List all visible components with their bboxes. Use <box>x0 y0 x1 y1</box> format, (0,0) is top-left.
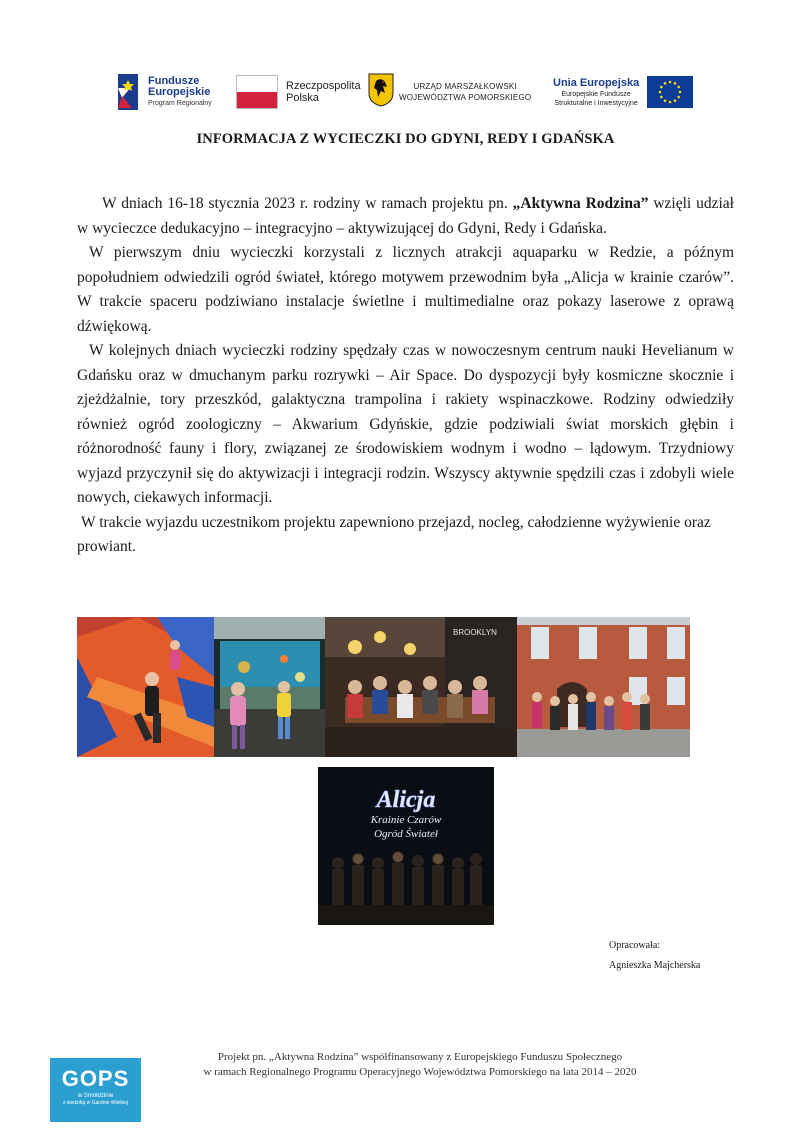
eu-star <box>678 86 681 89</box>
footer-line2: w ramach Regionalnego Programu Operacyjnego Województwa Pomorskiego na lata 2014 – 2020 <box>203 1066 637 1078</box>
rzeczpospolita-text <box>286 80 361 104</box>
polish-flag-icon <box>236 75 278 109</box>
fundusze-europejskie-icon <box>116 74 142 110</box>
p1-text-after: wzięli udział w wycieczce dedukacyjno – integracyjno – aktywizującej do Gdyni, Redy i Gdańska. <box>77 195 734 237</box>
eu-star <box>659 91 662 94</box>
rp-line1: Rzeczpospolita <box>286 80 361 92</box>
gops-logo <box>50 1058 141 1122</box>
photo-light-garden-night <box>318 767 494 925</box>
paragraph-4: W trakcie wyjazdu uczestnikom projektu zapewniono przejazd, nocleg, całodzienne wyżywienie oraz prowiant. <box>77 513 711 555</box>
pomorskie-griffin-icon <box>368 73 394 112</box>
paragraph-1 <box>77 192 734 241</box>
rp-line2: Polska <box>286 92 320 104</box>
footer-line1: Projekt pn. „Aktywna Rodzina” współfinansowany z Europejskiego Funduszu Społecznego <box>217 1051 623 1063</box>
unia-europejska-text <box>553 77 639 108</box>
eu-star <box>678 96 681 99</box>
fe-line3: Program Regionalny <box>148 99 212 107</box>
urzad-text <box>399 81 531 103</box>
page-title: INFORMACJA Z WYCIECZKI DO GDYNI, REDY I GDAŃSKA <box>196 131 615 147</box>
neon-sign-line3: Ogród Świateł <box>374 828 438 840</box>
eu-star <box>669 81 672 84</box>
eu-star <box>669 101 672 104</box>
fundusze-europejskie-logo <box>116 70 212 114</box>
logo-bar <box>116 70 696 116</box>
um-line2: WOJEWÓDZTWA POMORSKIEGO <box>399 93 532 102</box>
eu-star <box>674 82 677 85</box>
p1-text-before: W dniach 16-18 stycznia 2023 r. rodziny w ramach projektu pn. <box>102 195 513 212</box>
fe-line2: Europejskie <box>148 85 211 98</box>
paragraph-2: W pierwszym dniu wycieczki korzystali z licznych atrakcji aquaparku w Redzie, a późnym popołudniem odwiedzili ogród świateł, którego motywem przewodnim była „Alicja w krainie czarów”. W trakcie spaceru podziwiano instalacje świetlne i multimedialne oraz pokazy laserowe z oprawą dźwiękową. <box>77 244 734 335</box>
eu-star <box>664 82 667 85</box>
article-body <box>77 192 734 560</box>
eu-star <box>674 99 677 102</box>
author-label: Opracowała: <box>609 940 661 951</box>
brooklyn-sign: BROOKLYN <box>453 628 497 637</box>
author-block <box>609 936 700 976</box>
eu-star <box>660 86 663 89</box>
author-name: Agnieszka Majcherska <box>609 960 701 971</box>
fundusze-europejskie-text <box>148 76 212 109</box>
rzeczpospolita-logo <box>236 70 361 114</box>
photo-aquarium <box>214 617 325 757</box>
photo-inflatable-park <box>77 617 214 757</box>
ue-line2: Strukturalne i Inwestycyjne <box>554 99 638 107</box>
um-line1: URZĄD MARSZAŁKOWSKI <box>413 82 517 91</box>
paragraph-3: W kolejnych dniach wycieczki rodziny spędzały czas w nowoczesnym centrum nauki Hevelianum w Gdańsku oraz w dmuchanym parku rozrywki – Air Space. Do dyspozycji były kosmiczne skocznie i zjeżdżalnie, tory przeszkód, galaktyczna trampolina i rakiety wspinaczkowe. Rodziny odwiedziły również ogród zoologiczny – Akwarium Gdyńskie, gdzie podziwiali świat morskich głębin i różnorodność fauny i flory, związanej ze środowiskiem wodnym i wodno – lądowym. Trzydniowy wyjazd przyczynił się do aktywizacji i integracji rodzin. Wszyscy aktywnie spędzili czas i zdobyli wiele nowych, ciekawych informacji. <box>77 342 734 506</box>
neon-sign-line2: Krainie Czarów <box>370 814 442 826</box>
eu-star <box>664 99 667 102</box>
photo-building-group <box>517 617 690 757</box>
eu-flag-icon <box>647 76 693 108</box>
eu-star <box>660 96 663 99</box>
urzad-marszalkowski-logo <box>368 70 531 114</box>
gops-line1: w Smołdzinie <box>77 1093 114 1099</box>
ue-title: Unia Europejska <box>553 76 640 89</box>
ue-line1: Europejskie Fundusze <box>561 90 631 98</box>
gops-line2: z siedzibą w Gardnie Wielkiej <box>62 1100 129 1106</box>
funding-footer <box>160 1050 680 1080</box>
project-name-bold: „Aktywna Rodzina” <box>512 195 649 212</box>
neon-sign-line1: Alicja <box>376 787 436 813</box>
eu-star <box>679 91 682 94</box>
gops-name: GOPS <box>61 1066 130 1091</box>
unia-europejska-logo <box>553 70 693 114</box>
fe-line1: Fundusze <box>148 74 200 87</box>
photo-restaurant-group <box>325 617 517 757</box>
